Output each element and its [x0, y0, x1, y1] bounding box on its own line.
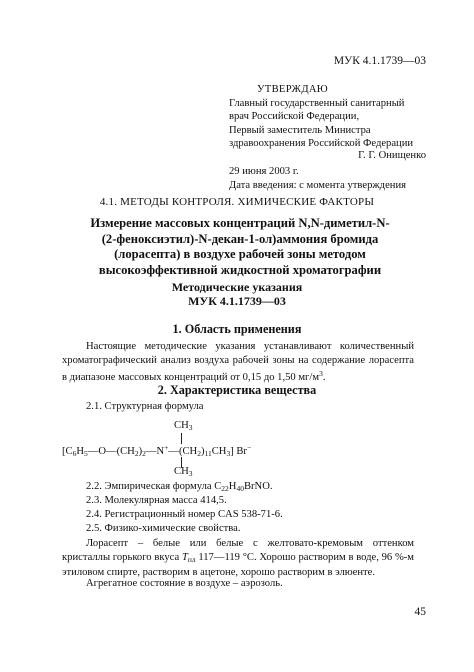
- page-number: 45: [414, 606, 426, 618]
- formula-sub: 3: [188, 469, 193, 478]
- aggregate-state: Агрегатное состояние в воздухе – аэрозоль.: [86, 578, 283, 589]
- guidelines-label: Методические указания: [171, 280, 303, 294]
- approval-line: здравоохранения Российской Федерации: [229, 138, 414, 150]
- characteristics-heading: 2. Характеристика вещества: [157, 383, 317, 397]
- cas-number: 2.4. Регистрационный номер CAS 538-71-6.: [86, 509, 283, 520]
- guidelines-code: МУК 4.1.1739—03: [188, 294, 286, 308]
- document-title: [40, 216, 440, 278]
- description-text-2: 117—119 °С. Хорошо растворим в воде, 96 %-м этиловом спирте, растворим в ацетоне, хорошо растворим в элюенте.: [62, 551, 414, 579]
- title-line: (2-феноксиэтил)-N-декан-1-ол)аммония бромида: [101, 231, 379, 246]
- approval-date: 29 июня 2003 г.: [229, 166, 299, 177]
- description-paragraph: [62, 537, 414, 580]
- approval-block: [229, 83, 413, 151]
- title-line: (лорасепта) в воздухе рабочей зоны методом: [114, 247, 366, 262]
- empirical-formula: 2.2. Эмпирическая формула $C_{22}H_{40}BrNO$.: [86, 481, 273, 493]
- description-text: Лорасепт – белые или белые с желтовато-кремовым оттенком кристаллы горького вкуса: [62, 538, 414, 563]
- melting-point-symbol: T: [181, 551, 188, 563]
- approval-line: Первый заместитель Министра: [229, 124, 371, 136]
- formula-text: CH: [174, 466, 189, 477]
- guidelines-heading: [0, 280, 474, 308]
- molar-mass: 2.3. Молекулярная масса 414,5.: [86, 495, 227, 506]
- formula-sub: 3: [188, 423, 193, 432]
- document-code: МУК 4.1.1739—03: [333, 55, 426, 67]
- title-line: высокоэффективной жидкостной хроматографии: [98, 262, 382, 277]
- physchem-properties: 2.5. Физико-химические свойства.: [86, 523, 241, 534]
- approval-signer: Г. Г. Онищенко: [358, 150, 426, 161]
- scope-heading: 1. Область применения: [172, 322, 302, 336]
- title-line: Измерение массовых концентраций N,N-диметил-N-: [90, 216, 390, 230]
- melting-point-sub: пл: [187, 554, 196, 564]
- scope-text-end: .: [322, 372, 326, 384]
- formula-text: CH: [174, 420, 189, 431]
- formula-top-methyl: [174, 420, 192, 432]
- scope-text: Настоящие методические указания устанавливают количественный хроматографический анализ воздуха рабочей зоны на содержание лорасепта в диапазоне массовых концентраций от 0,15 до 1,50 мг/м: [62, 341, 414, 384]
- approval-date-block: [229, 165, 406, 192]
- scope-paragraph: [62, 340, 414, 385]
- formula-bottom-methyl: [174, 466, 192, 478]
- section-heading: 4.1. МЕТОДЫ КОНТРОЛЯ. ХИМИЧЕСКИЕ ФАКТОРЫ: [99, 196, 375, 208]
- effective-date: Дата введения: с момента утверждения: [229, 179, 406, 191]
- structural-formula: $[C_6H_5—O—(CH_2)_2—N^+—(CH_2)_{11}CH_3]$ Br−: [62, 443, 252, 458]
- approval-line: врач Российской Федерации,: [229, 111, 360, 123]
- scope-unit-sup: 3: [319, 369, 323, 379]
- structural-formula-label: 2.1. Структурная формула: [86, 401, 204, 412]
- approval-line: Главный государственный санитарный: [229, 97, 405, 109]
- approval-label: УТВЕРЖДАЮ: [257, 84, 328, 95]
